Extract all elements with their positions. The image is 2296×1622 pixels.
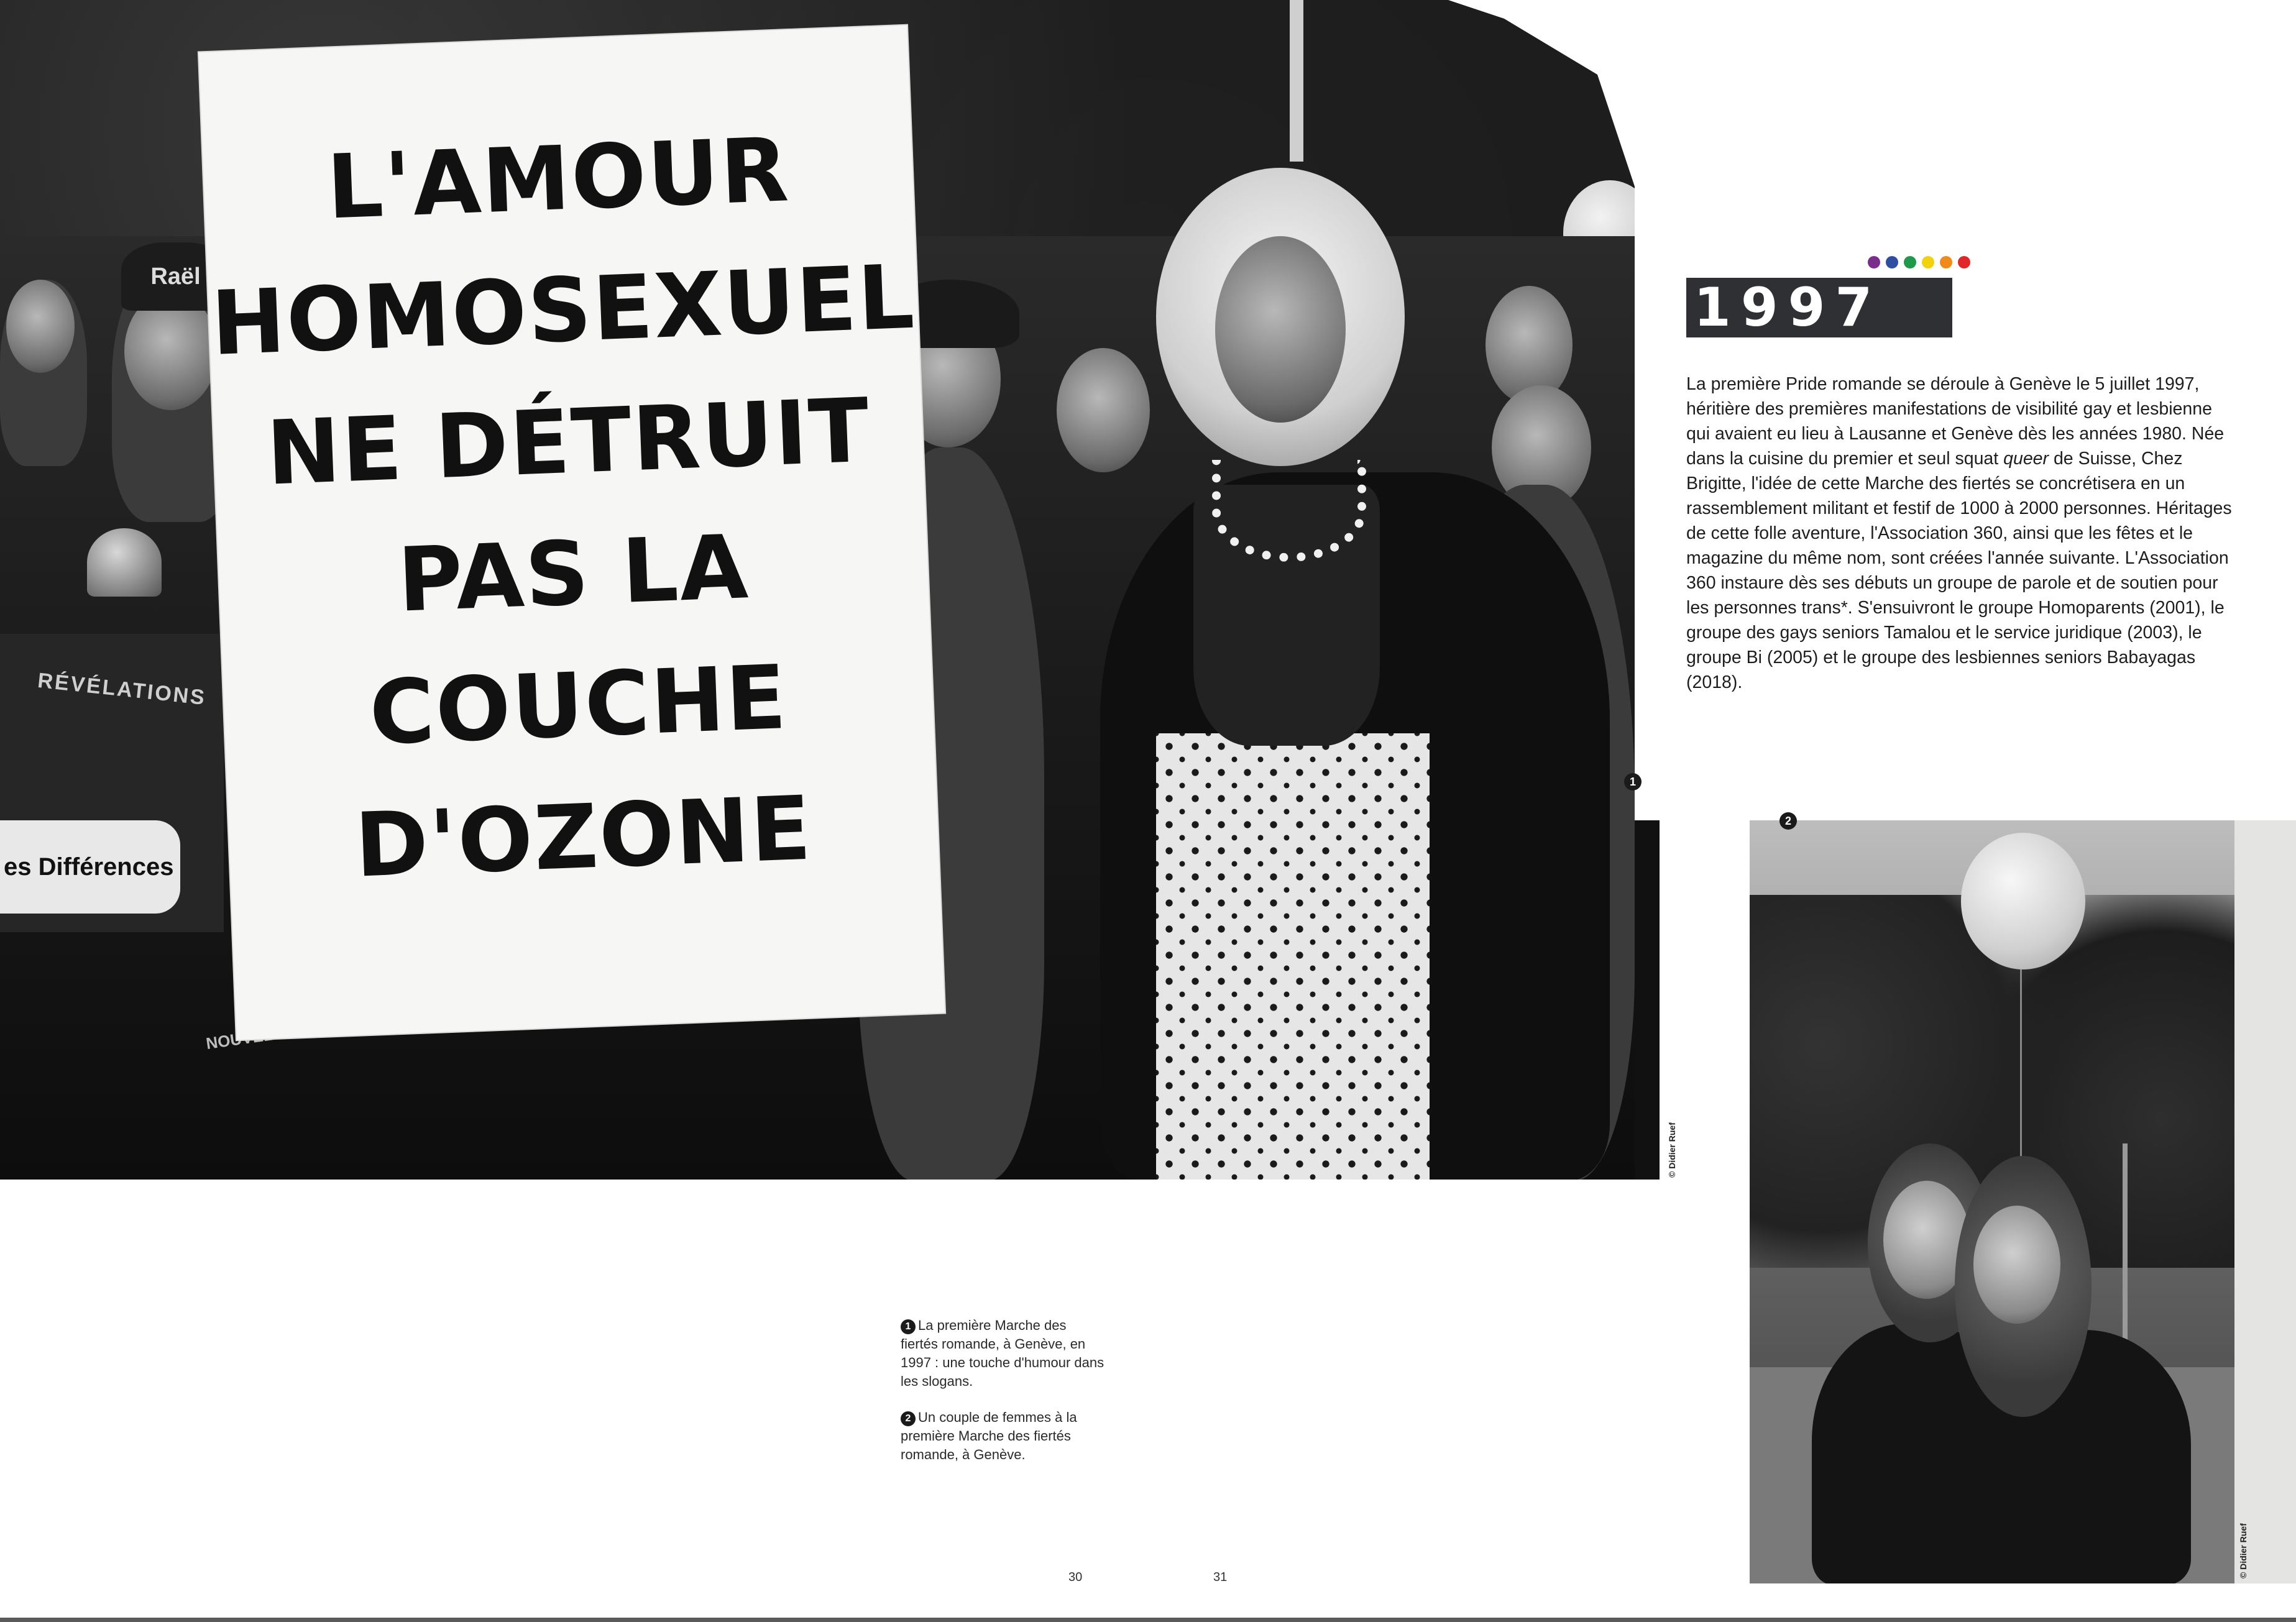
page-number-right: 31: [1213, 1570, 1228, 1584]
placard-line-5: COUCHE: [367, 646, 789, 765]
placard-line-1: L'AMOUR: [324, 119, 792, 239]
cap-rael: Raël: [121, 242, 230, 311]
pearl-necklace: [1212, 460, 1366, 562]
dot-orange: [1940, 256, 1952, 268]
leopard-skirt: [1156, 733, 1430, 1180]
face-drag-queen: [1215, 236, 1346, 423]
body-text-part-1: La première Pride romande se déroule à Genève le 5 juillet 1997, héritière des premières manifestations de visibilité gay et lesbienne qui avaient eu lieu à Lausanne et Genève dès les années 1980. Née dans la cuisine du premier et seul squat: [1686, 374, 2225, 469]
photo1-number-badge: 1: [1624, 773, 1642, 790]
differences-sign: es Différences: [0, 820, 180, 914]
placard-line-4: PAS LA: [396, 516, 751, 632]
caption-2: [901, 1408, 1106, 1464]
body-text-italic: queer: [2003, 449, 2049, 469]
balloon: [1961, 833, 2085, 969]
caption-2-text: Un couple de femmes à la première Marche des fiertés romande, à Genève.: [901, 1409, 1077, 1462]
face-left-1: [6, 280, 75, 373]
caption-2-number: 2: [901, 1411, 916, 1426]
dot-green: [1904, 256, 1916, 268]
page-number-left: 30: [1068, 1570, 1083, 1584]
dot-blue: [1886, 256, 1898, 268]
photo2-margin-strip: [2234, 820, 2296, 1583]
placard-line-6: D'OZONE: [353, 777, 814, 897]
face-man-right: [1486, 286, 1573, 404]
woman-right-face: [1973, 1206, 2060, 1324]
caption-1: [901, 1316, 1106, 1391]
dot-purple: [1868, 256, 1880, 268]
photo1-credit: © Didier Ruef: [1667, 1122, 1677, 1178]
article-body: [1686, 372, 2233, 695]
face-man-back: [1057, 348, 1150, 472]
caption-1-text: La première Marche des fiertés romande, à Genève, en 1997 : une touche d'humour dans les slogans.: [901, 1317, 1104, 1389]
bottom-rule: [0, 1618, 2296, 1622]
rainbow-dots: [1868, 256, 1976, 272]
protest-placard: [199, 25, 945, 1040]
body-text-part-2: de Suisse, Chez Brigitte, l'idée de cette Marche des fiertés se concrétisera en un rassemblement militant et festif de 1000 à 2000 personnes. Héritages de cette folle aventure, l'Association 360, ainsi que les fêtes et le magazine du même nom, sont créées l'année suivante. L'Association 360 instaure dès ses débuts un groupe de parole et de soutien pour les personnes trans*. S'ensuivront le groupe Homoparents (2001), le groupe des gays seniors Tamalou et le service juridique (2003), le groupe Bi (2005) et le groupe des lesbiennes seniors Babayagas (2018).: [1686, 449, 2232, 692]
dot-yellow: [1922, 256, 1934, 268]
photo-captions: [901, 1316, 1106, 1482]
photo2-credit: © Didier Ruef: [2238, 1523, 2248, 1578]
photo2-number-badge: 2: [1779, 812, 1797, 830]
siren-light: [87, 528, 162, 597]
placard-line-2: HOMOSEXUEL: [209, 245, 917, 375]
flag-pole: [1290, 0, 1303, 162]
photo1-edge: [1635, 820, 1660, 1180]
placard-slogan: [202, 100, 940, 917]
dot-red: [1958, 256, 1970, 268]
photo-couple-women: [1750, 820, 2234, 1583]
placard-line-3: NE DÉTRUIT: [264, 379, 872, 505]
caption-1-number: 1: [901, 1319, 916, 1334]
banner-text: RÉVÉLATIONS: [36, 668, 208, 710]
year-heading: 1997: [1694, 277, 1883, 339]
